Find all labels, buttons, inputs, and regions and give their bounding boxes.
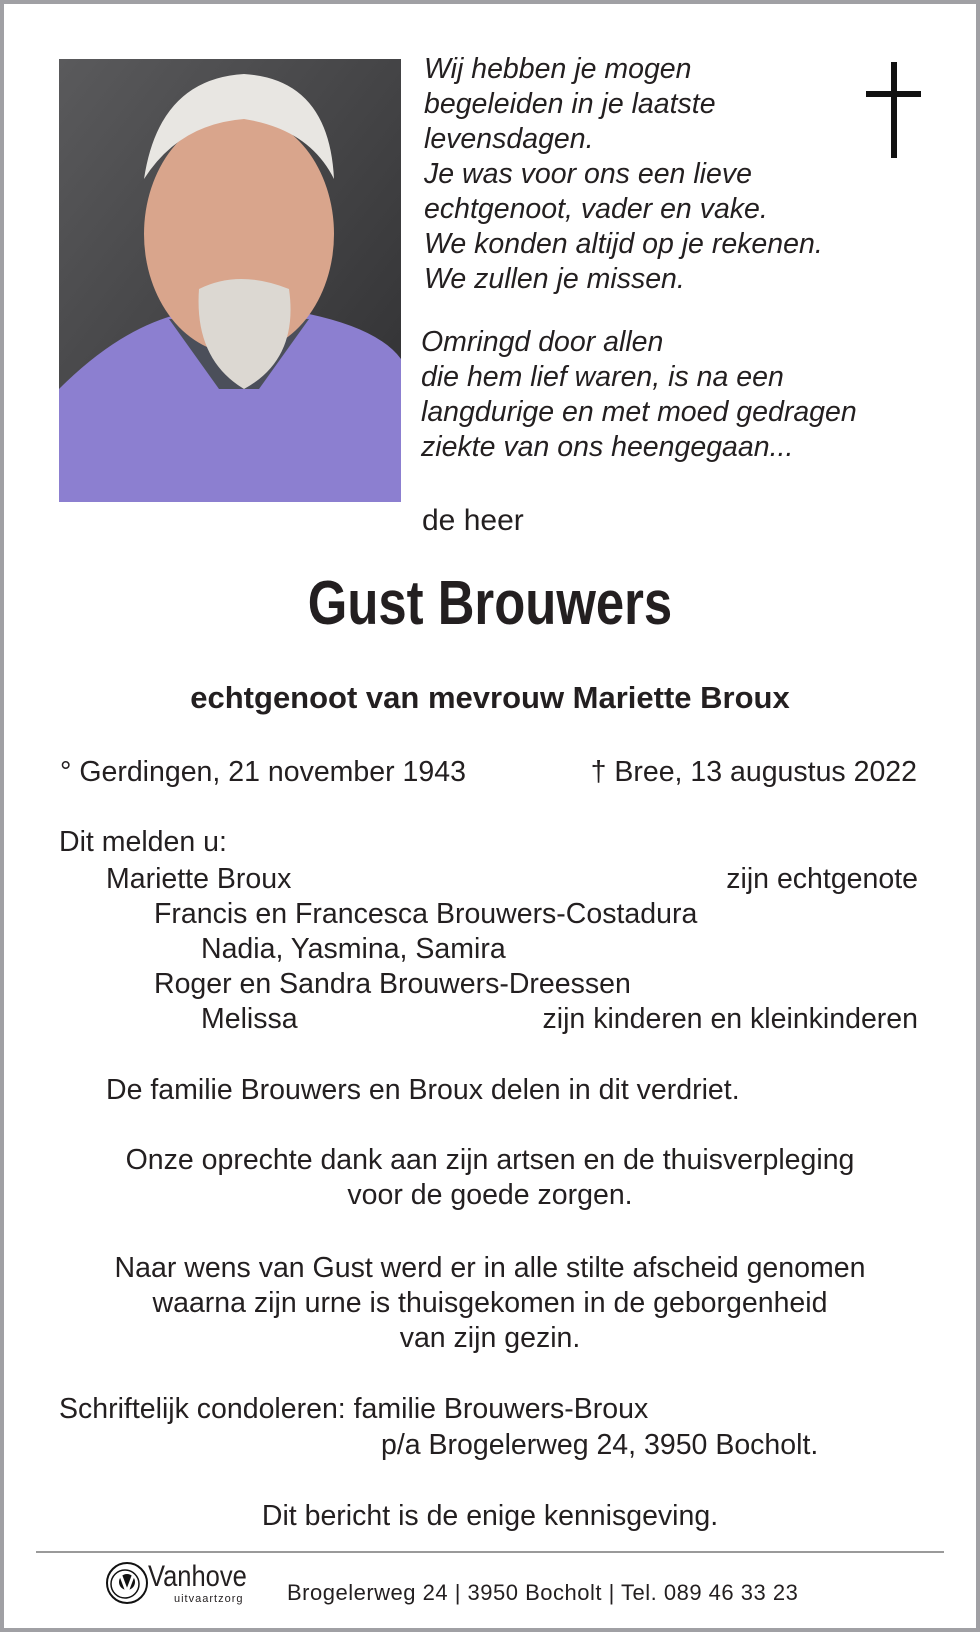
logo-name: Vanhove [148, 1560, 247, 1593]
text-line: waarna zijn urne is thuisgekomen in de geborgenheid [152, 1287, 828, 1319]
family-share: De familie Brouwers en Broux delen in dit verdriet. [106, 1074, 740, 1106]
family-name: Nadia, Yasmina, Samira [201, 933, 506, 965]
death-info: † Bree, 13 augustus 2022 [590, 756, 917, 788]
poem-line: We konden altijd op je rekenen. [424, 228, 823, 260]
family-name: Roger en Sandra Brouwers-Dreessen [154, 968, 631, 1000]
poem-line: die hem lief waren, is na een [421, 361, 784, 393]
divider [36, 1551, 944, 1553]
family-name: Melissa [201, 1003, 298, 1035]
family-role: zijn kinderen en kleinkinderen [542, 1003, 918, 1035]
condolence-line: Schriftelijk condoleren: familie Brouwers-Broux [59, 1393, 649, 1425]
birth-info: ° Gerdingen, 21 november 1943 [60, 756, 466, 788]
family-role: zijn echtgenote [726, 863, 918, 895]
condolence-address: p/a Brogelerweg 24, 3950 Bocholt. [381, 1429, 819, 1461]
text-line: voor de goede zorgen. [347, 1179, 633, 1211]
cross-icon [866, 62, 921, 158]
family-name: Mariette Broux [106, 863, 292, 895]
text-line: Naar wens van Gust werd er in alle stilte afscheid genomen [114, 1252, 866, 1284]
deceased-name: Gust Brouwers [307, 569, 673, 638]
text-line: Onze oprechte dank aan zijn artsen en de thuisverpleging [125, 1144, 855, 1176]
notice-text: Dit bericht is de enige kennisgeving. [261, 1500, 719, 1532]
portrait-photo [59, 59, 401, 502]
poem-line: We zullen je missen. [424, 263, 685, 295]
text-line: van zijn gezin. [399, 1322, 581, 1354]
poem-second-stanza [421, 325, 857, 465]
family-name: Francis en Francesca Brouwers-Costadura [154, 898, 698, 930]
logo-subtitle: uitvaartzorg [174, 1593, 244, 1605]
poem-line: echtgenoot, vader en vake. [424, 193, 768, 225]
poem-line: Omringd door allen [421, 326, 664, 358]
poem-line: langdurige en met moed gedragen [421, 396, 857, 428]
poem-line: ziekte van ons heengegaan... [421, 431, 794, 463]
honorific: de heer [422, 504, 524, 537]
scribble-logo-icon [104, 1560, 150, 1606]
announce-label: Dit melden u: [59, 826, 227, 858]
spouse-line: echtgenoot van mevrouw Mariette Broux [190, 680, 790, 715]
footer-address: Brogelerweg 24 | 3950 Bocholt | Tel. 089 46 33 23 [287, 1580, 799, 1605]
poem-line: begeleiden in je laatste [424, 88, 716, 120]
poem-first-stanza [424, 52, 823, 297]
farewell-text [0, 1251, 980, 1356]
poem-line: levensdagen. [424, 123, 594, 155]
poem-line: Je was voor ons een lieve [424, 158, 752, 190]
poem-line: Wij hebben je mogen [424, 53, 692, 85]
thanks-text [0, 1143, 980, 1213]
